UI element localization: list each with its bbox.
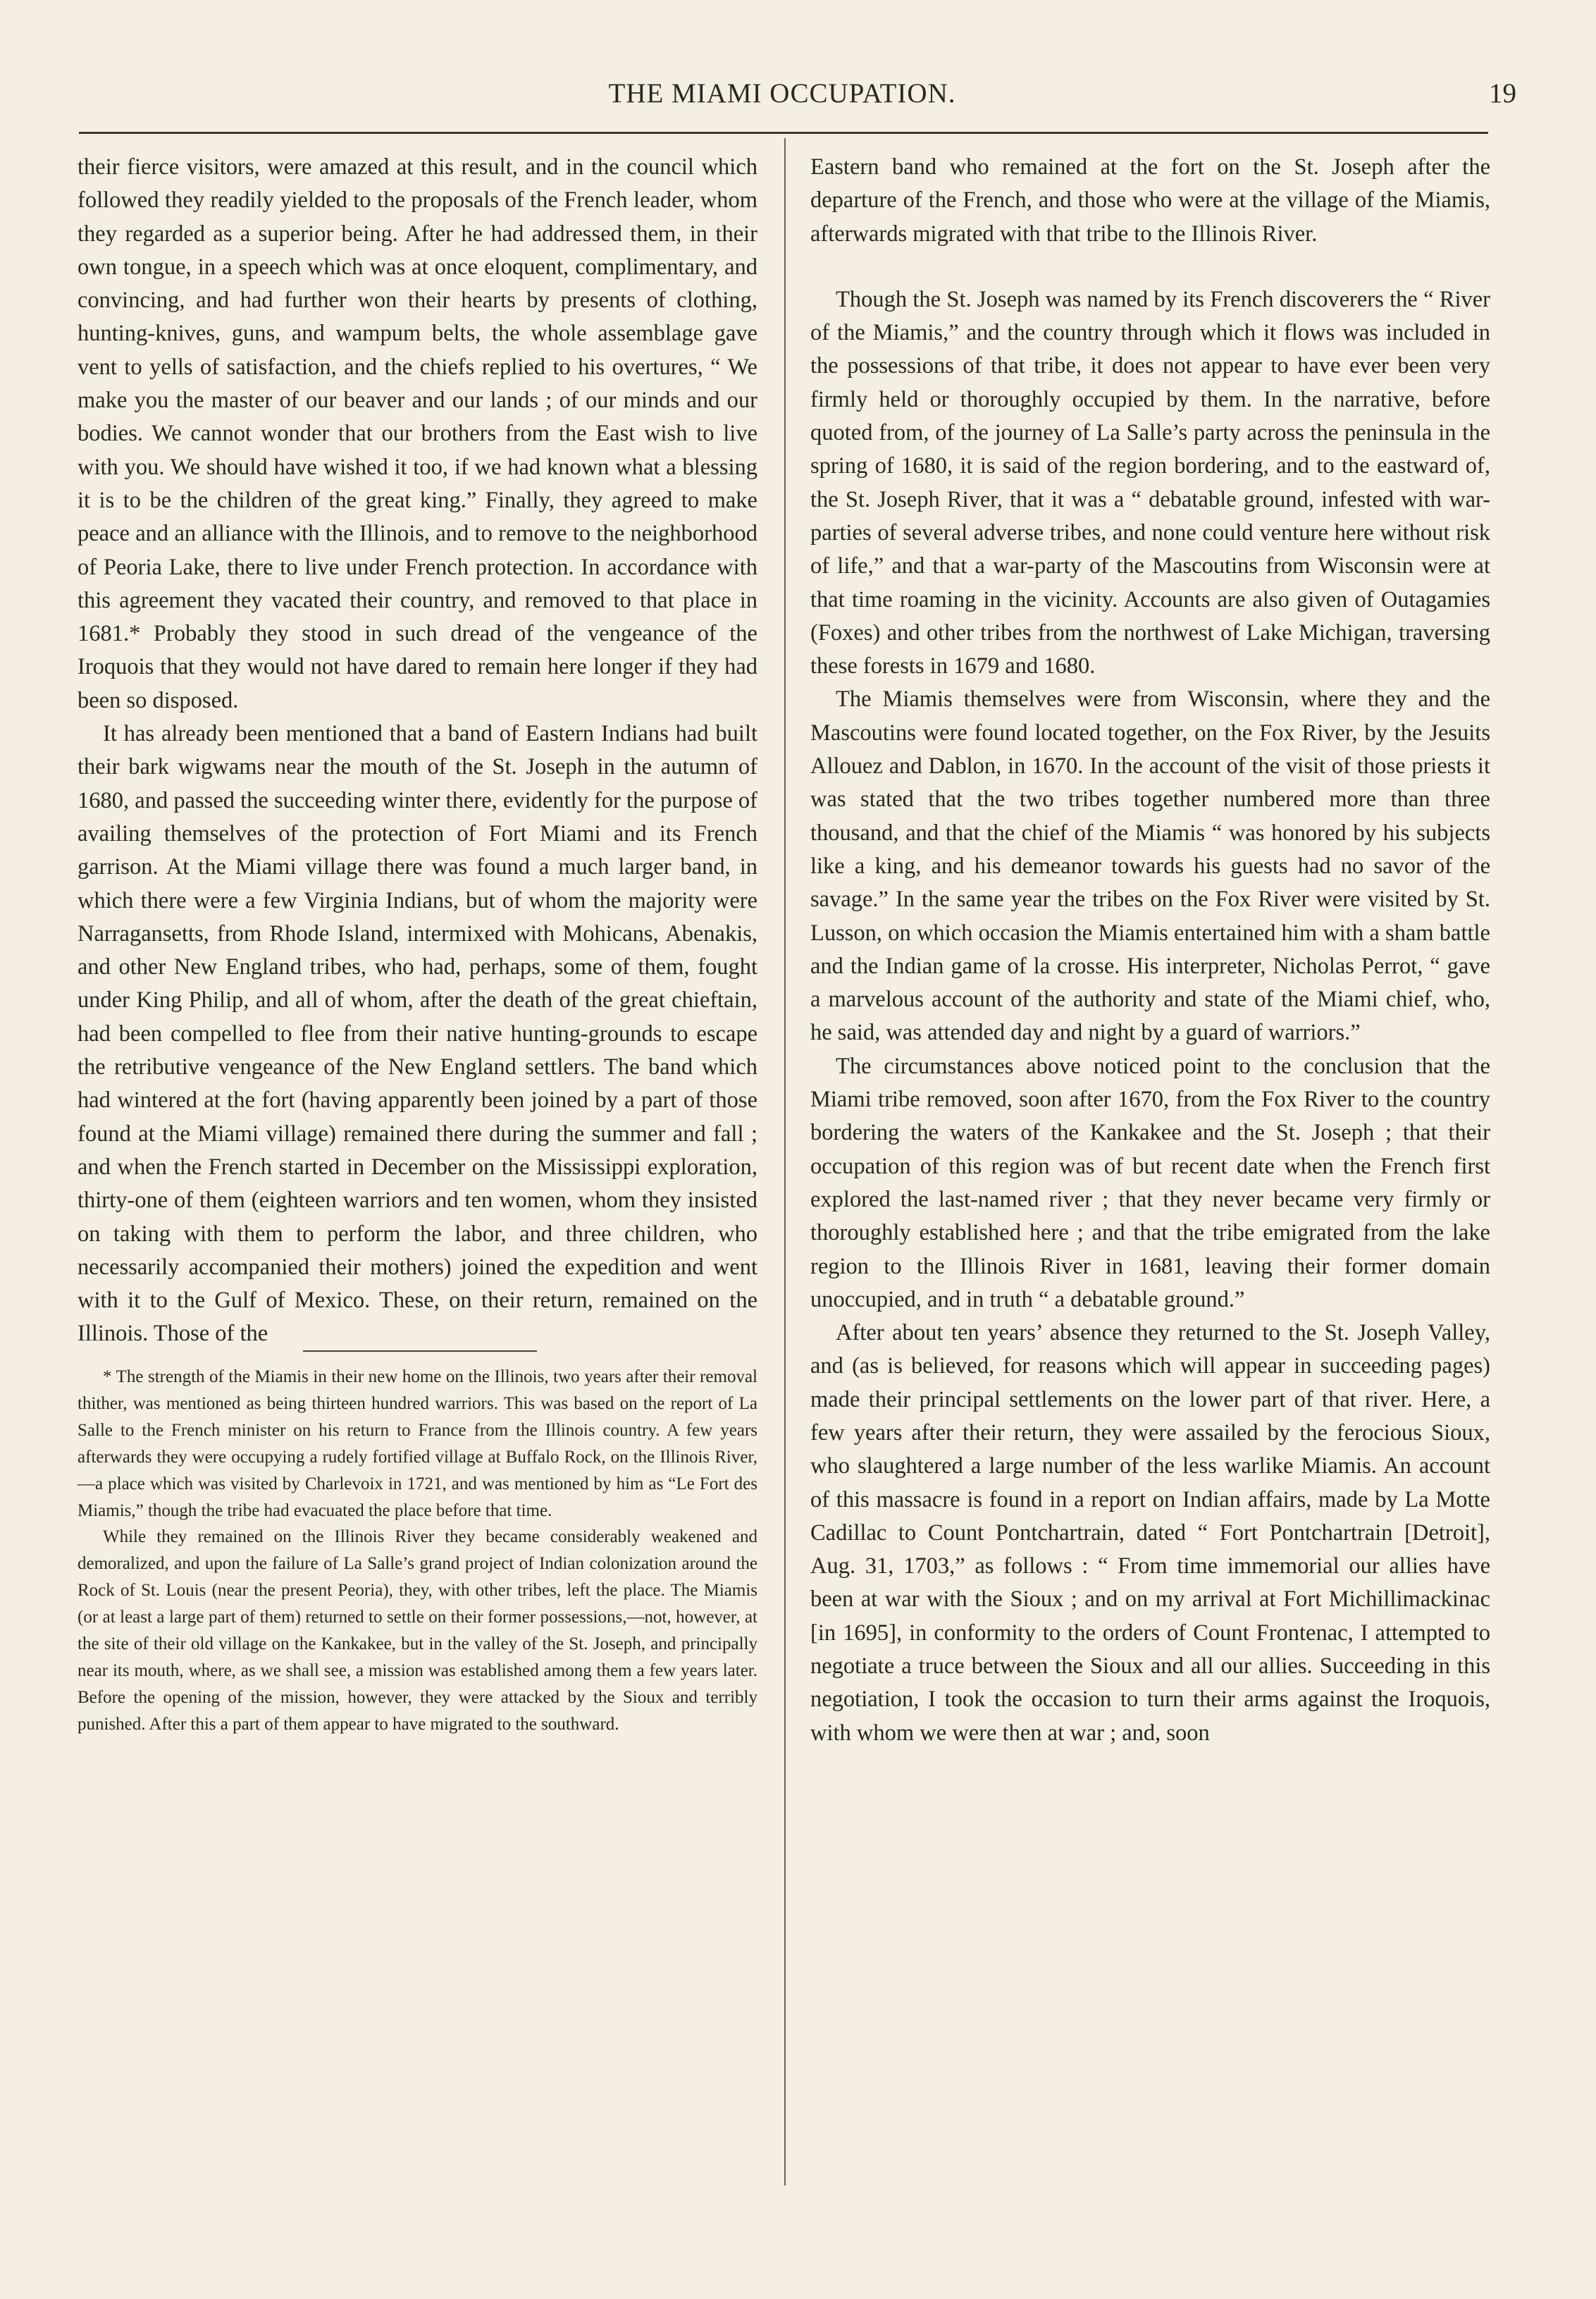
right-column [810,151,1490,1750]
column-divider [784,138,786,2186]
page-header [78,78,1516,127]
footnote: While they remained on the Illinois River they became considerably weakened and demoralized, and upon the failure of La Salle’s grand project of Indian colonization around the Rock of St. Louis (near the present Peoria), they, with other tribes, left the place. The Miamis (or at least a large part of them) returned to settle on their former possessions,—not, however, at the site of their old village on the Kankakee, but in the valley of the St. Joseph, and principally near its mouth, where, as we shall see, a mission was established among them a few years later. Before the opening of the mission, however, they were attacked by the Sioux and terribly punished. After this a part of them appear to have migrated to the southward. [78,1527,757,1734]
paragraph: Eastern band who remained at the fort on the St. Joseph after the departure of the French, and those who were at the village of the Miamis, afterwards migrated with that tribe to the Illinois River. [810,154,1490,247]
paragraph: their fierce visitors, were amazed at this result, and in the council which followed they readily yielded to the proposals of the French leader, whom they regarded as a superior being. After he had addressed them, in their own tongue, in a speech which was at once eloquent, complimentary, and convincing, and had further won their hearts by presents of clothing, hunting-knives, guns, and wampum belts, the whole assemblage gave vent to yells of satisfaction, and the chiefs replied to his overtures, “ We make you the master of our beaver and our lands ; of our minds and our bodies. We cannot wonder that our brothers from the East wish to live with you. We should have wished it too, if we had known what a blessing it is to be the children of the great king.” Finally, they agreed to make peace and an alliance with the Illinois, and to remove to the neighborhood of Peoria Lake, there to live under French protection. In accordance with this agreement they vacated their country, and removed to that place in 1681.* Probably they stood in such dread of the vengeance of the Iroquois that they would not have dared to remain here longer if they had been so disposed. [78,154,757,713]
paragraph: After about ten years’ absence they returned to the St. Joseph Valley, and (as is believed, for reasons which will appear in succeeding pages) made their principal settlements on the lower part of that river. Here, a few years after their return, they were assailed by the ferocious Sioux, who slaughtered a large number of the less warlike Miamis. An account of this massacre is found in a report on Indian affairs, made by La Motte Cadillac to Count Pontchartrain, dated “ Fort Pontchartrain [Detroit], Aug. 31, 1703,” as follows : “ From time immemorial our allies have been at war with the Sioux ; and on my arrival at Fort Michillimackinac [in 1695], in conformity to the orders of Count Frontenac, I attempted to negotiate a truce between the Sioux and all our allies. Succeeding in this negotiation, I took the occasion to turn their arms against the Iroquois, with whom we were then at war ; and, soon [810,1320,1490,1746]
paragraph: The Miamis themselves were from Wisconsin, where they and the Mascoutins were found located together, on the Fox River, by the Jesuits Allouez and Dablon, in 1670. In the account of the visit of those priests it was stated that the two tribes together numbered more than three thousand, and that the chief of the Miamis “ was honored by his subjects like a king, and his demeanor towards his guests had no savor of the savage.” In the same year the tribes on the Fox River were visited by St. Lusson, on which occasion the Miamis entertained him with a sham battle and the Indian game of la crosse. His interpreter, Nicholas Perrot, “ gave a marvelous account of the authority and state of the Miami chief, who, he said, was attended day and night by a guard of warriors.” [810,686,1490,1046]
paragraph: Though the St. Joseph was named by its French discoverers the “ River of the Miamis,” and the country through which it flows was included in the possessions of that tribe, it does not appear to have ever been very firmly held or thoroughly occupied by them. In the narrative, before quoted from, of the journey of La Salle’s party across the peninsula in the spring of 1680, it is said of the region bordering, and to the eastward of, the St. Joseph River, that it was a “ debatable ground, infested with war-parties of several adverse tribes, and none could venture here without risk of life,” and that a war-party of the Mascoutins from Wisconsin were at that time roaming in the vicinity. Accounts are also given of Outagamies (Foxes) and other tribes from the northwest of Lake Michigan, traversing these forests in 1679 and 1680. [810,286,1490,679]
left-column [78,151,757,1351]
footnotes [78,1364,757,1738]
paragraph: It has already been mentioned that a band of Eastern Indians had built their bark wigwams near the mouth of the St. Joseph in the autumn of 1680, and passed the succeeding winter there, evidently for the purpose of availing themselves of the protection of Fort Miami and its French garrison. At the Miami village there was found a much larger band, in which there were a few Virginia Indians, but of whom the majority were Narragansetts, from Rhode Island, intermixed with Mohicans, Abenakis, and other New England tribes, who had, perhaps, some of them, fought under King Philip, and all of whom, after the death of the great chieftain, had been compelled to flee from their native hunting-grounds to escape the retributive vengeance of the New England settlers. The band which had wintered at the fort (having apparently been joined by a part of those found at the Miami village) remained there during the summer and fall ; and when the French started in December on the Mississippi exploration, thirty-one of them (eighteen warriors and ten women, whom they insisted on taking with them to perform the labor, and three children, who necessarily accompanied their mothers) joined the expedition and went with it to the Gulf of Mexico. These, on their return, remained on the Illinois. Those of the [78,721,757,1347]
footnote: * The strength of the Miamis in their new home on the Illinois, two years after their removal thither, was mentioned as being thirteen hundred warriors. This was based on the report of La Salle to the French minister on his return to France from the Illinois country. A few years afterwards they were occupying a rudely fortified village at Buffalo Rock, on the Illinois River,—a place which was visited by Charlevoix in 1721, and was mentioned by him as “Le Fort des Miamis,” though the tribe had evacuated the place before that time. [78,1367,757,1520]
paragraph: The circumstances above noticed point to the conclusion that the Miami tribe removed, soon after 1670, from the Fox River to the country bordering the waters of the Kankakee and the St. Joseph ; that their occupation of this region was of but recent date when the French first explored the last-named river ; that they never became very firmly or thoroughly established here ; and that the tribe emigrated from the lake region to the Illinois River in 1681, leaving their former domain unoccupied, and in truth “ a debatable ground.” [810,1053,1490,1312]
header-rule [79,132,1488,134]
page-number: 19 [1489,78,1516,109]
footnote-rule [303,1350,537,1352]
running-title: THE MIAMI OCCUPATION. [608,78,956,109]
